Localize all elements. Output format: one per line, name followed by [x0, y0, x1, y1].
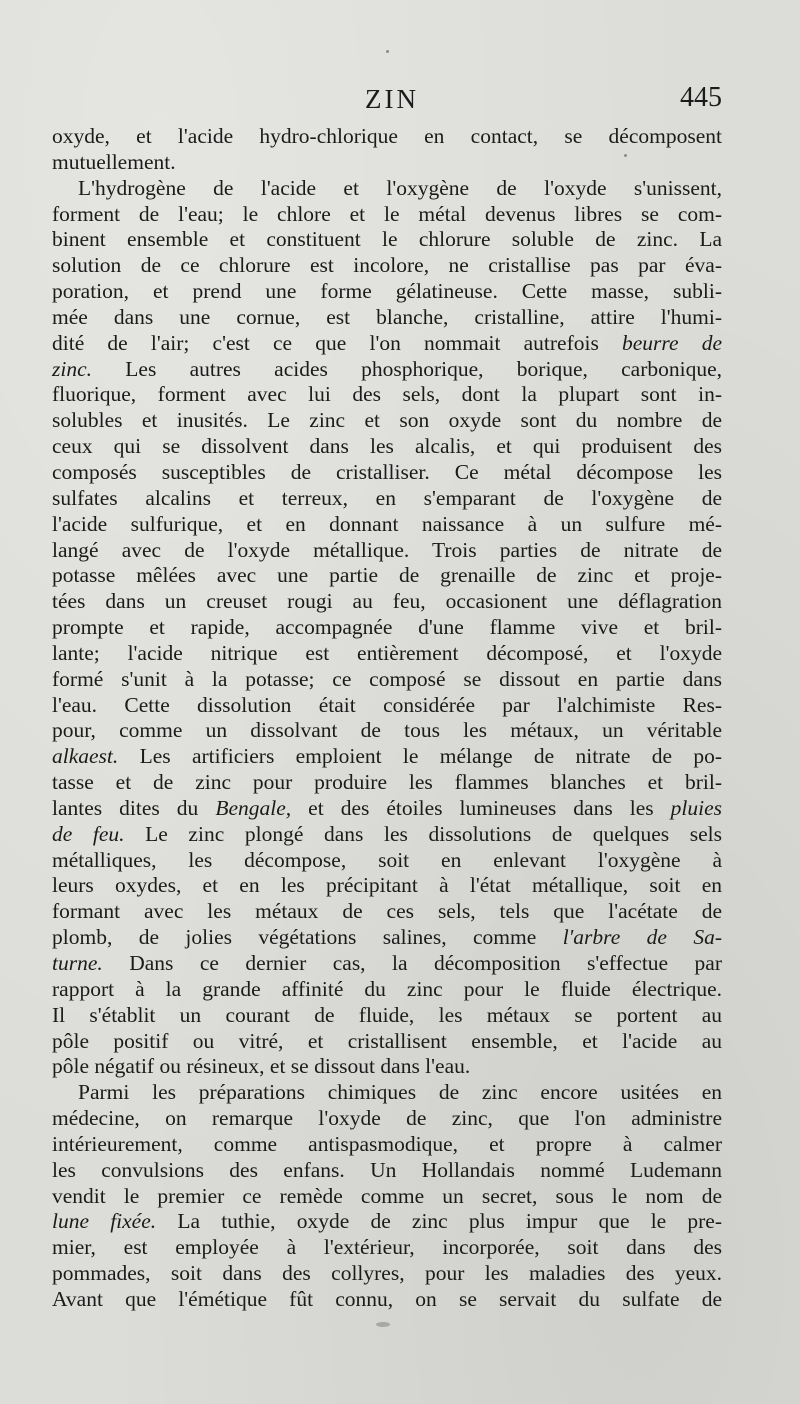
italic-term: de feu. [52, 821, 125, 846]
text-line: L'hydrogène de l'acide et l'oxygène de l'oxyde s'unissent, [78, 175, 722, 200]
text-line: solubles et inusités. Le zinc et son oxyde sont du nombre de [52, 408, 722, 433]
text-line: tasse et de zinc pour produire les flammes blanches et bril- [52, 770, 722, 795]
italic-term: lune fixée. [52, 1209, 157, 1234]
text-line [52, 1209, 722, 1235]
text-line: rapport à la grande affinité du zinc pour le fluide électrique. [52, 976, 722, 1001]
text-line: l'acide sulfurique, et en donnant naissance à un sulfure mé- [52, 511, 722, 536]
italic-term: beurre de [622, 330, 722, 355]
text-line: solution de ce chlorure est incolore, ne cristallise pas par éva- [52, 253, 722, 278]
text-line: formé s'unit à la potasse; ce composé se dissout en partie dans [52, 666, 722, 691]
text-line [52, 796, 722, 822]
body-text [52, 124, 722, 1313]
text-line: ceux qui se dissolvent dans les alcalis, et qui produisent des [52, 434, 722, 459]
text-line [52, 822, 722, 848]
text-line: Parmi les préparations chimiques de zinc encore usitées en [78, 1080, 722, 1105]
text-fragment: lantes dites du [52, 795, 216, 820]
text-line: pour, comme un dissolvant de tous les métaux, un véritable [52, 718, 722, 743]
text-line: les convulsions des enfans. Un Hollandais nommé Ludemann [52, 1157, 722, 1182]
text-line: pommades, soit dans des collyres, pour les maladies des yeux. [52, 1261, 722, 1286]
text-line: tées dans un creuset rougi au feu, occasionent une déflagration [52, 589, 722, 614]
text-line: composés susceptibles de cristalliser. Ce métal décompose les [52, 459, 722, 484]
italic-term: l'arbre de Sa- [562, 925, 722, 950]
text-line [52, 744, 722, 770]
text-line: leurs oxydes, et en les précipitant à l'état métallique, soit en [52, 873, 722, 898]
text-line: pôle négatif ou résineux, et se dissout dans l'eau. [52, 1054, 471, 1079]
text-line: lante; l'acide nitrique est entièrement décomposé, et l'oxyde [52, 640, 722, 665]
text-line: Il s'établit un courant de fluide, les métaux se portent au [52, 1002, 722, 1027]
italic-term: zinc. [52, 356, 93, 381]
page-number: 445 [680, 82, 722, 113]
text-line: Avant que l'émétique fût connu, on se servait du sulfate de [52, 1286, 722, 1311]
text-fragment: La tuthie, oxyde de zinc plus impur que le pre- [156, 1209, 723, 1234]
text-line: mée dans une cornue, est blanche, cristalline, attire l'humi- [52, 304, 722, 329]
text-line: forment de l'eau; le chlore et le métal devenus libres se com- [52, 201, 722, 226]
text-line: oxyde, et l'acide hydro-chlorique en contact, se décomposent [52, 124, 722, 148]
text-line: vendit le premier ce remède comme un secret, sous le nom de [52, 1183, 722, 1208]
text-fragment: Dans ce dernier cas, la décomposition s'effectue par [102, 951, 722, 975]
italic-term: pluies [670, 795, 722, 820]
text-line [52, 951, 722, 977]
text-fragment: et des étoiles lumineuses dans les [291, 795, 671, 820]
text-line: poration, et prend une forme gélatineuse. Cette masse, subli- [52, 279, 722, 304]
paper-speck [376, 1322, 390, 1327]
text-line [52, 357, 722, 383]
paper-speck [624, 154, 627, 157]
running-head: ZIN [365, 84, 419, 114]
text-fragment: Les autres acides phosphorique, borique, carbonique, [92, 356, 722, 381]
text-fragment: Le zinc plongé dans les dissolutions de quelques sels [124, 821, 722, 846]
text-line: binent ensemble et constituent le chlorure soluble de zinc. La [52, 227, 722, 252]
text-line [52, 925, 722, 951]
text-line: l'eau. Cette dissolution était considérée par l'alchimiste Res- [52, 692, 722, 717]
text-line: prompte et rapide, accompagnée d'une flamme vive et bril- [52, 615, 722, 640]
page-header [52, 84, 722, 124]
text-line: formant avec les métaux de ces sels, tels que l'acétate de [52, 899, 722, 924]
text-fragment: dité de l'air; c'est ce que l'on nommait autrefois [52, 330, 622, 355]
italic-term: turne. [52, 951, 103, 975]
text-line: intérieurement, comme antispasmodique, et propre à calmer [52, 1131, 722, 1156]
text-line [52, 331, 722, 357]
italic-term: alkaest. [52, 744, 119, 769]
text-line: fluorique, forment avec lui des sels, dont la plupart sont in- [52, 382, 722, 407]
text-line: sulfates alcalins et terreux, en s'emparant de l'oxygène de [52, 485, 722, 510]
text-fragment: plomb, de jolies végétations salines, comme [52, 925, 563, 950]
text-line: mier, est employée à l'extérieur, incorporée, soit dans des [52, 1235, 722, 1260]
text-line: médecine, on remarque l'oxyde de zinc, que l'on administre [52, 1106, 722, 1131]
text-line: mutuellement. [52, 149, 176, 174]
text-line: métalliques, les décompose, soit en enlevant l'oxygène à [52, 847, 722, 872]
text-line: langé avec de l'oxyde métallique. Trois parties de nitrate de [52, 537, 722, 562]
italic-term: Bengale, [215, 795, 292, 820]
text-fragment: Les artificiers emploient le mélange de nitrate de po- [118, 744, 722, 769]
text-line: potasse mêlées avec une partie de grenaille de zinc et proje- [52, 563, 722, 588]
paper-speck [386, 50, 389, 53]
text-line: pôle positif ou vitré, et cristallisent ensemble, et l'acide au [52, 1028, 722, 1053]
